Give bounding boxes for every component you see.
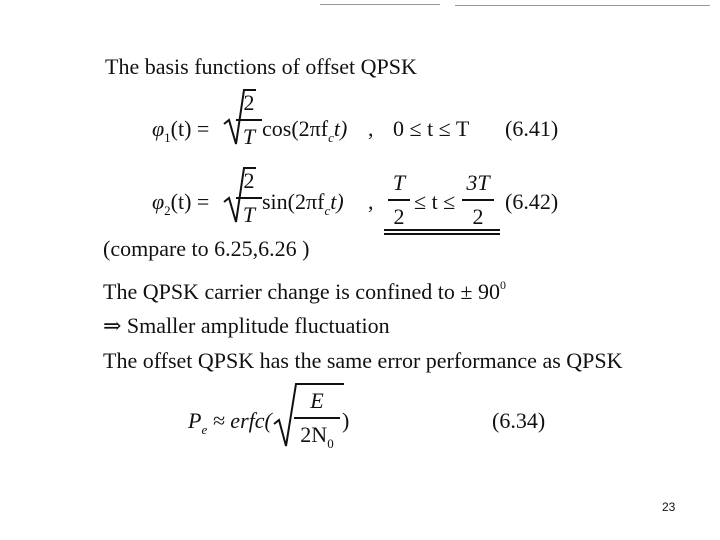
phi-symbol: φ <box>152 189 165 214</box>
condition-right-fraction: 3T 2 <box>462 170 494 230</box>
slide-title: The basis functions of offset QPSK <box>105 54 417 79</box>
equation-number: (6.41) <box>505 116 559 141</box>
phi-index: 1 <box>164 130 171 145</box>
equation-number: (6.34) <box>492 408 546 433</box>
double-underline <box>384 229 500 235</box>
fraction: 2 T <box>236 90 262 150</box>
fraction: 2 T <box>236 168 262 228</box>
smaller-amplitude-line: ⇒ Smaller amplitude fluctuation <box>103 313 390 338</box>
compare-note: (compare to 6.25,6.26 ) <box>103 236 310 261</box>
eq-arg: (t) = <box>170 189 210 214</box>
fraction: E $2N_0$ <box>294 388 340 448</box>
carrier-change-line: The QPSK carrier change is confined to ± $90^0$ <box>103 278 506 304</box>
scan-artifact <box>320 4 440 5</box>
comma: , <box>368 189 374 214</box>
phi-index: 2 <box>164 203 171 218</box>
page-number: 23 <box>662 500 676 514</box>
eq-arg: (t) = <box>170 116 210 141</box>
phi-symbol: φ <box>152 116 165 141</box>
scan-artifact <box>455 5 710 6</box>
comma: , <box>368 116 374 141</box>
condition: 0 ≤ t ≤ T <box>393 116 470 141</box>
error-performance-line: The offset QPSK has the same error performance as QPSK <box>103 348 623 373</box>
equation-number: (6.42) <box>505 189 559 214</box>
condition-left-fraction: T 2 <box>388 170 410 230</box>
condition-middle: ≤ t ≤ <box>414 189 456 214</box>
